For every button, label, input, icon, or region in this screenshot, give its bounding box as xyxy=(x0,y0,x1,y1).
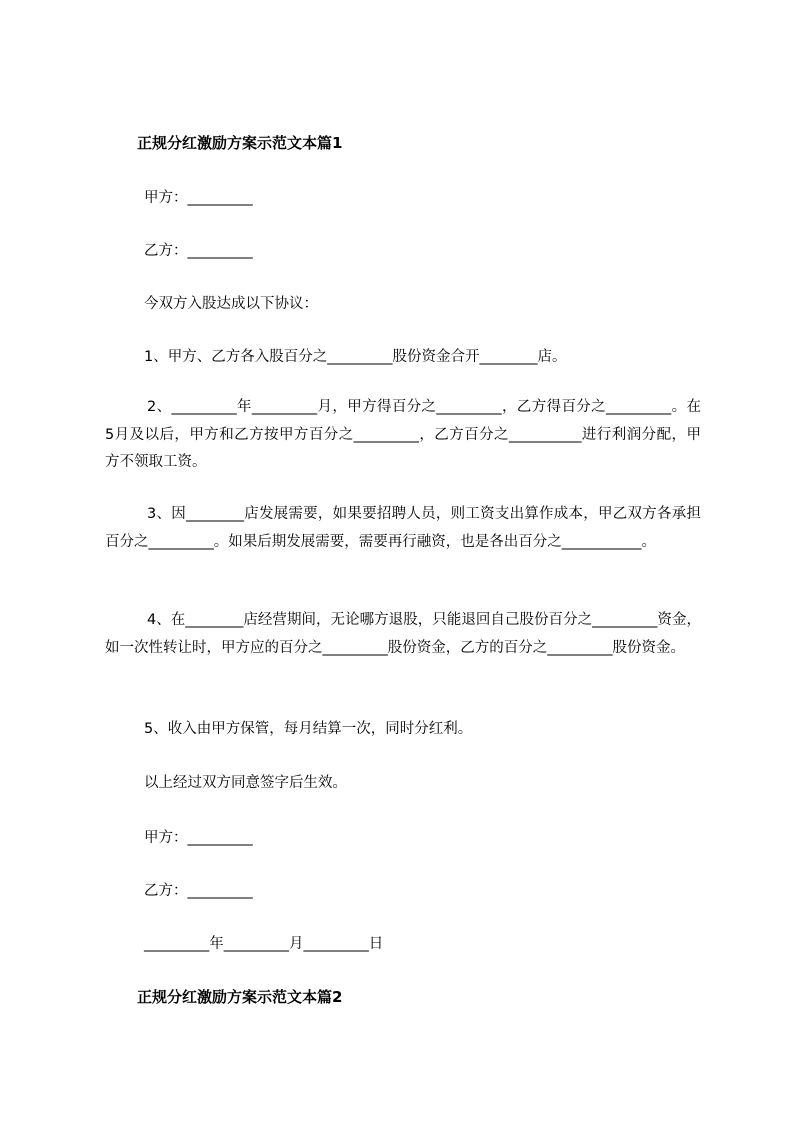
signature-party-b: 乙方：_________ xyxy=(144,883,253,899)
clause-4: 4、在________店经营期间，无论哪方退股，只能退回自己股份百分之_________资金，如一次性转让时，甲方应的百分之_________股份资金，乙方的百分之_________股份资金。 xyxy=(105,612,701,656)
section-1-title: 正规分红激励方案示范文本篇1 xyxy=(137,134,343,152)
agreement-intro: 今双方入股达成以下协议： xyxy=(144,296,318,312)
party-a-field: 甲方：_________ xyxy=(144,190,253,206)
clause-1: 1、甲方、乙方各入股百分之_________股份资金合开________店。 xyxy=(144,349,567,365)
clause-3: 3、因________店发展需要，如果要招聘人员，则工资支出算作成本，甲乙双方各承担百分之_________。如果后期发展需要，需要再行融资，也是各出百分之___________。 xyxy=(105,506,701,550)
effective-note: 以上经过双方同意签字后生效。 xyxy=(144,775,347,791)
signature-party-a: 甲方：_________ xyxy=(144,830,253,846)
clause-2: 2、_________年_________月，甲方得百分之_________，乙方得百分之_________。在5月及以后，甲方和乙方按甲方百分之_________，乙方百分之__________进行利润分配，甲方不领取工资。 xyxy=(105,399,701,470)
section-2-title: 正规分红激励方案示范文本篇2 xyxy=(137,988,343,1006)
signature-date: _________年_________月_________日 xyxy=(144,936,384,952)
clause-5: 5、收入由甲方保管，每月结算一次，同时分红利。 xyxy=(144,721,473,737)
party-b-field: 乙方：_________ xyxy=(144,243,253,259)
